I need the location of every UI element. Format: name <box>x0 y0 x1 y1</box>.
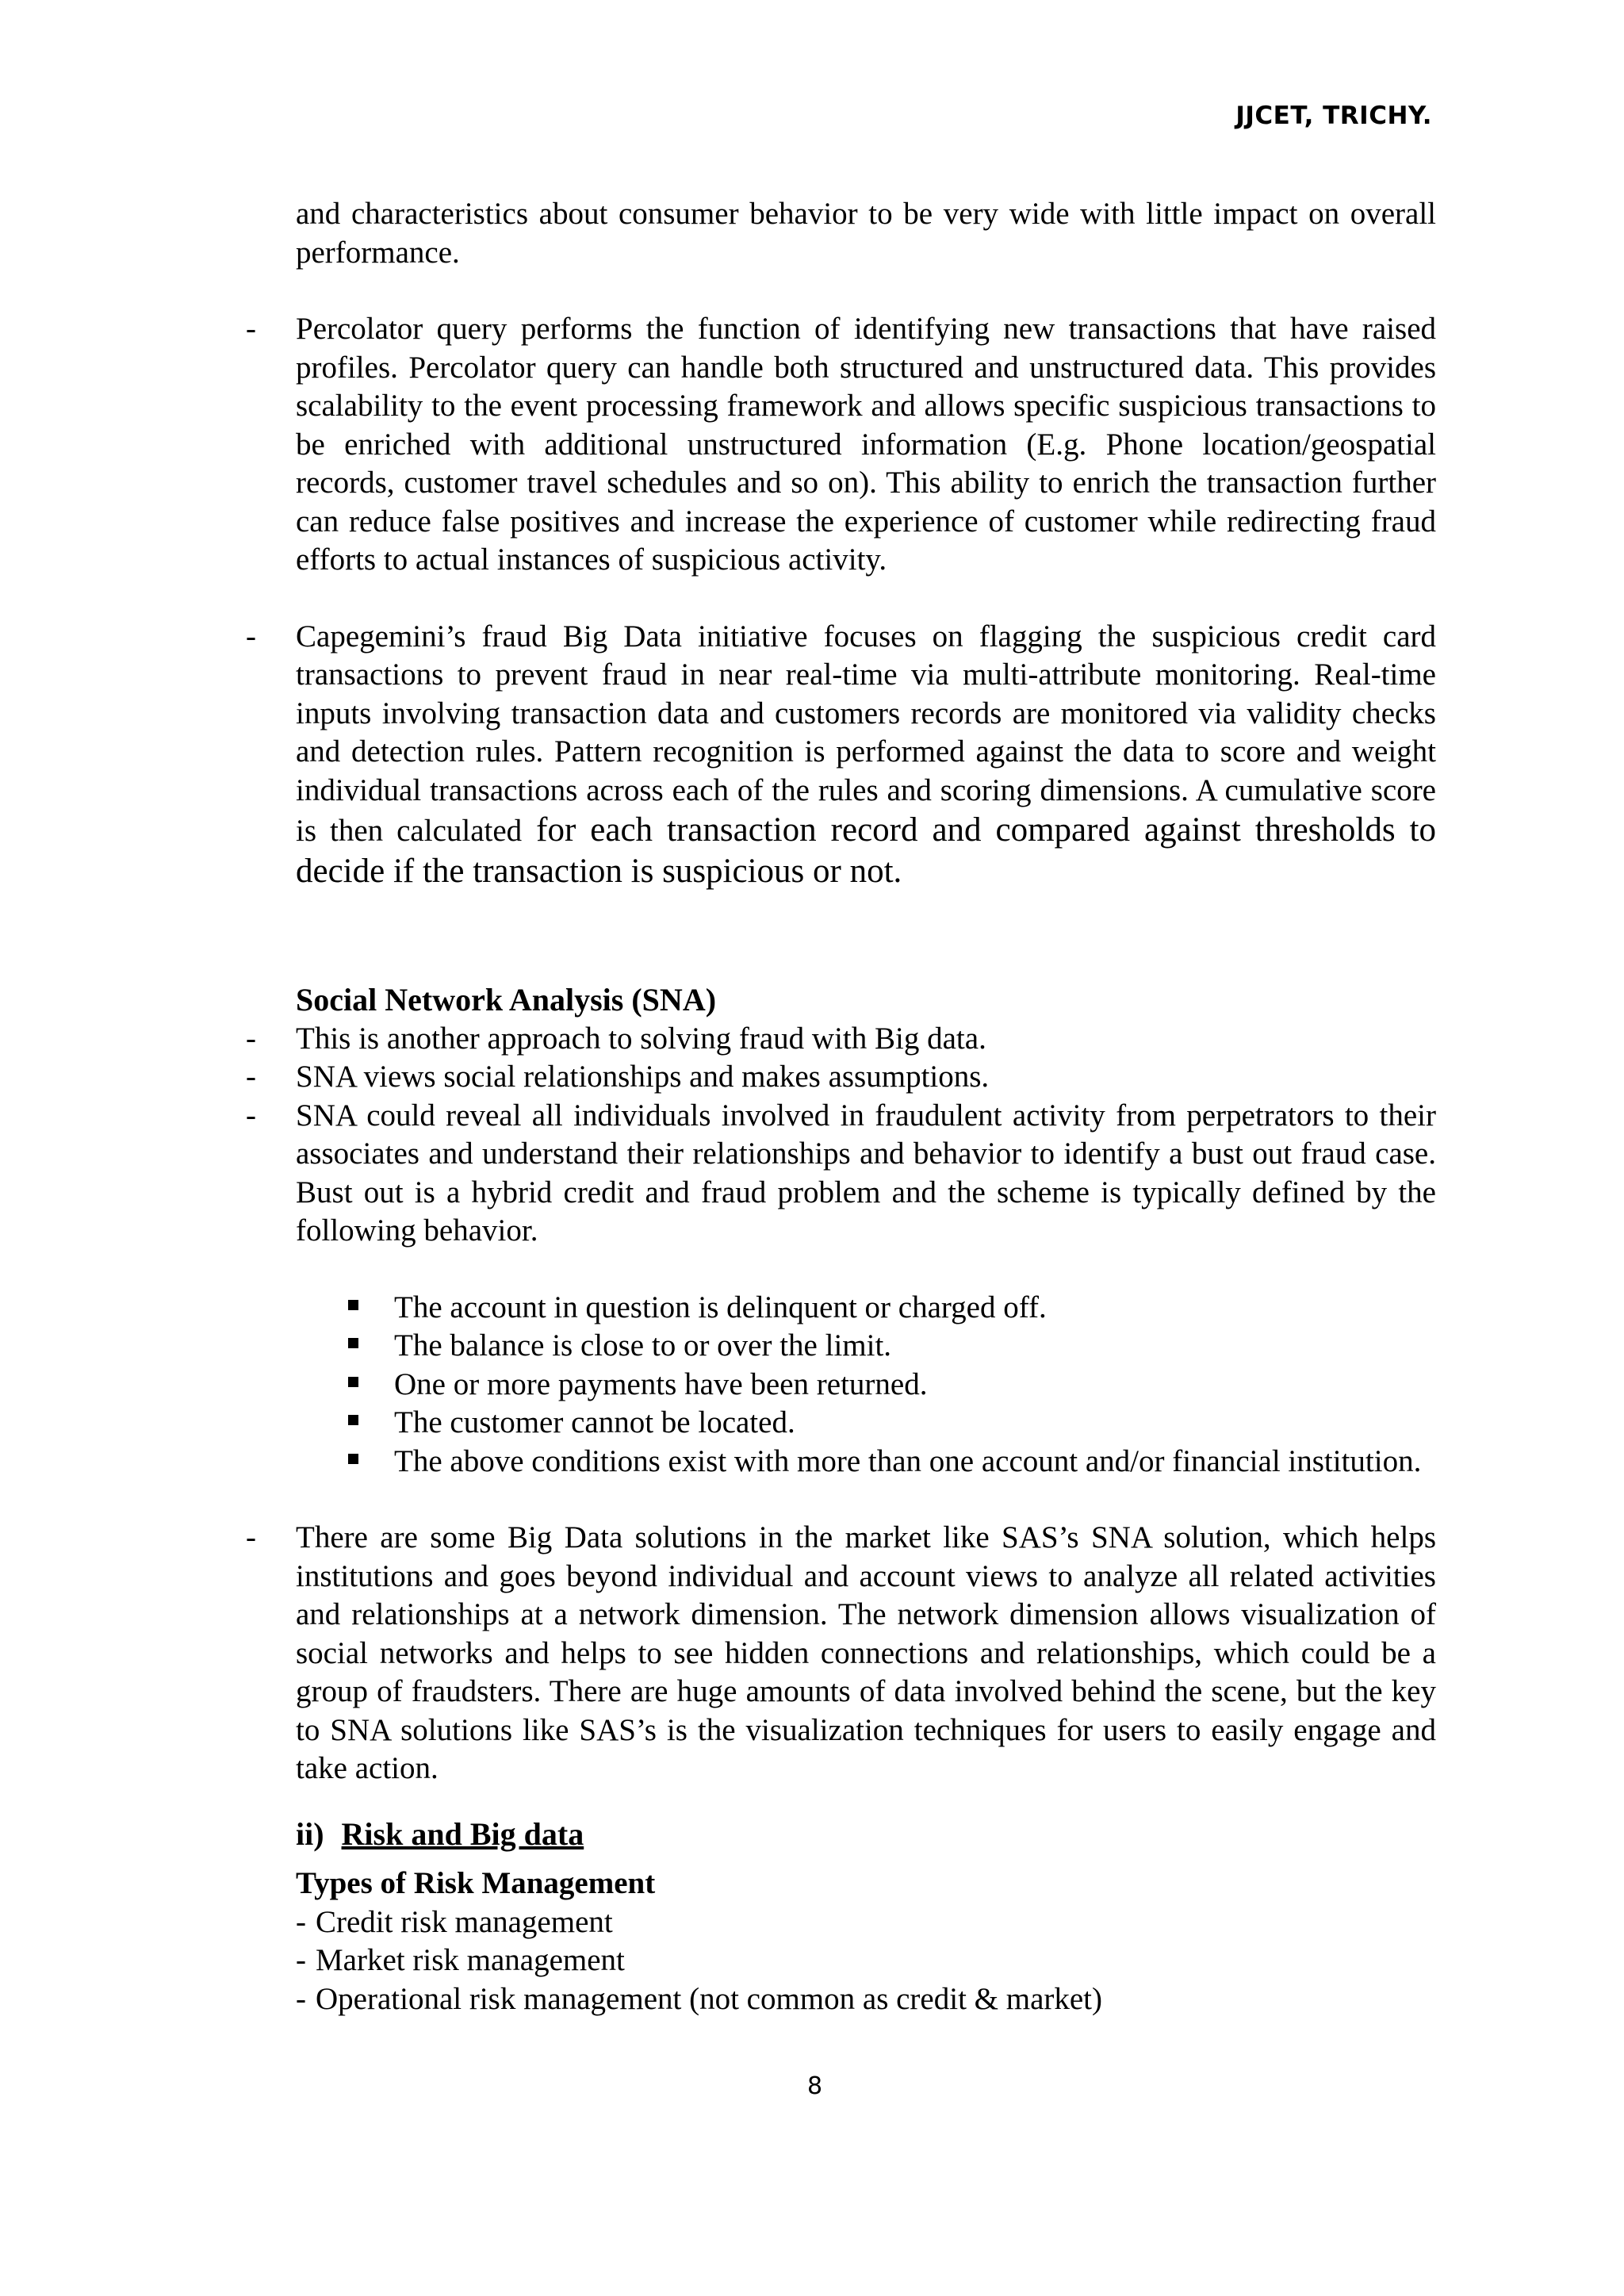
list-item <box>296 1980 1436 2019</box>
sna-point-3 <box>246 1097 1436 1251</box>
list-item-text: The above conditions exist with more than one account and/or financial institution. <box>394 1443 1422 1478</box>
square-bullet-icon <box>348 1338 358 1348</box>
types-of-risk-title: Types of Risk Management <box>296 1866 656 1900</box>
list-item-text: One or more payments have been returned. <box>394 1366 928 1401</box>
sna-point-1 <box>246 1020 1436 1059</box>
square-bullet-icon <box>348 1300 358 1310</box>
capgemini-paragraph-part2: for each transaction record and compared against thresholds to decide if the transaction is suspicious or not. <box>296 811 1436 890</box>
page-number: 8 <box>807 2072 823 2100</box>
dash-marker: - <box>296 1981 306 2016</box>
sna-point-text: SNA could reveal all individuals involved in fraudulent activity from perpetrators to their associates and understand their relationships and behavior to identify a bust out fraud case. Bust out is a hybrid credit and fraud problem and the scheme is typically defined by the following behavior. <box>296 1098 1436 1248</box>
dash-marker: - <box>296 1943 306 1977</box>
list-item-text: Market risk management <box>316 1943 625 1977</box>
risk-types-list <box>296 1903 1436 2019</box>
list-item <box>296 1903 1436 1942</box>
dash-marker: - <box>246 312 256 346</box>
bust-out-behavior-list <box>296 1289 1436 1481</box>
list-item-text: The balance is close to or over the limit. <box>394 1328 892 1363</box>
list-item <box>394 1366 1436 1405</box>
section-title: Risk and Big data <box>341 1815 584 1852</box>
intro-continued-paragraph: and characteristics about consumer behavior to be very wide with little impact on overall performance. <box>296 197 1436 270</box>
list-item-text: Credit risk management <box>316 1904 613 1939</box>
sna-point-2 <box>246 1058 1436 1097</box>
square-bullet-icon <box>348 1415 358 1425</box>
dash-marker: - <box>246 1520 256 1554</box>
list-item-text: Operational risk management (not common as credit & market) <box>316 1981 1103 2016</box>
page-content <box>246 195 1436 2018</box>
sas-sna-item <box>246 1519 1436 1788</box>
risk-section-heading <box>296 1815 1436 1854</box>
list-item <box>394 1443 1436 1481</box>
sna-point-text: SNA views social relationships and makes assumptions. <box>296 1060 990 1094</box>
square-bullet-icon <box>348 1377 358 1387</box>
dash-marker: - <box>246 1060 256 1094</box>
list-item <box>394 1404 1436 1443</box>
capgemini-item <box>246 618 1436 893</box>
dash-marker: - <box>246 1098 256 1133</box>
dash-marker: - <box>296 1904 306 1939</box>
percolator-paragraph: Percolator query performs the function of identifying new transactions that have raised profiles. Percolator query can handle both structured and unstructured data. This provides scalability to the event processing framework and allows specific suspicious transactions to be enriched with additional unstructured information (E.g. Phone location/geospatial records, customer travel schedules and so on). This ability to enrich the transaction further can reduce false positives and increase the experience of customer while redirecting fraud efforts to actual instances of suspicious activity. <box>296 312 1436 577</box>
square-bullet-icon <box>348 1454 358 1464</box>
header-institution: JJCET, TRICHY. <box>1235 102 1432 130</box>
sna-point-text: This is another approach to solving fraud with Big data. <box>296 1021 986 1056</box>
percolator-item <box>246 310 1436 580</box>
capgemini-paragraph-part1: Capegemini’s fraud Big Data initiative focuses on flagging the suspicious credit card transactions to prevent fraud in near real-time via multi-attribute monitoring. Real-time inputs involving transaction data and customers records are monitored via validity checks and detection rules. Pattern recognition is performed against the data to score and weight individual transactions across each of the rules and scoring dimensions. A cumulative score is then calculated <box>296 619 1436 848</box>
dash-marker: - <box>246 1021 256 1056</box>
sas-sna-paragraph: There are some Big Data solutions in the market like SAS’s SNA solution, which helps institutions and goes beyond individual and account views to analyze all related activities and relationships at a network dimension. The network dimension allows visualization of social networks and helps to see hidden connections and relationships, which could be a group of fraudsters. There are huge amounts of data involved behind the scene, but the key to SNA solutions like SAS’s is the visualization techniques for users to easily engage and take action. <box>296 1520 1436 1785</box>
section-number: ii) <box>296 1815 324 1852</box>
list-item-text: The account in question is delinquent or charged off. <box>394 1290 1047 1324</box>
list-item <box>394 1289 1436 1328</box>
dash-marker: - <box>246 619 256 654</box>
list-item-text: The customer cannot be located. <box>394 1405 795 1439</box>
list-item <box>296 1941 1436 1980</box>
sna-section-title: Social Network Analysis (SNA) <box>296 982 717 1018</box>
list-item <box>394 1327 1436 1366</box>
